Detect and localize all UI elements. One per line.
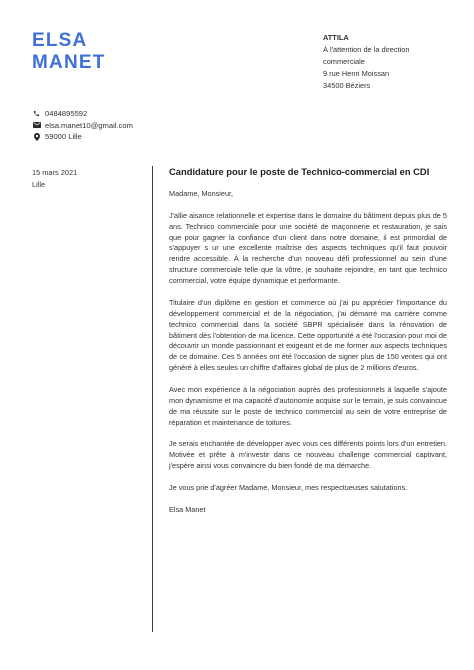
contact-email	[32, 120, 133, 132]
letter-paragraph: J'allie aisance relationnelle et expertise dans le domaine du bâtiment depuis plus de 5 ans. Technico commerciale pour une société de maçonnerie et restauration, je sais que pour gagner la confiance d'un client dans notre domaine, il est primordial de s'appuyer s ur une excellente maîtrise des aspects techniques qu'il faut pouvoir rendre accessible. À la recherche d'un nouveau défi professionnel au sein d'une structure commerciale telle que la vôtre, je souhaite rejoindre, en tant que technico commercial, votre équipe dynamique et performante.	[169, 210, 447, 286]
sender-last-name: MANET	[32, 52, 106, 73]
letter-signature: Elsa Manet	[169, 504, 206, 514]
letter-greeting: Madame, Monsieur,	[169, 189, 234, 198]
recipient-line: À l'attention de la direction	[323, 45, 410, 54]
sender-first-name: ELSA	[32, 30, 88, 51]
recipient-block	[323, 32, 463, 92]
recipient-line: 34500 Béziers	[323, 81, 371, 90]
recipient-line: commerciale	[323, 57, 365, 66]
letter-closing: Je vous prie d'agréer Madame, Monsieur, mes respectueuses salutations.	[169, 482, 408, 492]
location-pin-icon	[32, 132, 41, 141]
contact-phone	[32, 108, 133, 120]
sender-name	[32, 30, 106, 74]
contact-block	[32, 108, 133, 143]
recipient-line: 9 rue Henri Moissan	[323, 69, 390, 78]
recipient-company: ATTILA	[323, 33, 349, 42]
letter-body	[169, 166, 447, 526]
email-link[interactable]: elsa.manet10@gmail.com	[45, 120, 133, 130]
letter-date: 15 mars 2021	[32, 168, 78, 177]
phone-text: 0484895592	[45, 109, 88, 118]
letter-paragraph: Avec mon expérience à la négociation auprès des professionnels à laquelle s'ajoute mon dynamisme et ma capacité d'autonomie acquise sur le terrain, je suis convaincue de ma réussite sur le poste de technico commercial au sein de votre entreprise de réparation et maintenance de toitures.	[169, 384, 448, 427]
contact-address	[32, 131, 133, 143]
letter-subject: Candidature pour le poste de Technico-commercial en CDI	[169, 166, 430, 177]
letter-meta	[32, 167, 77, 191]
letter-paragraph: Je serais enchantée de développer avec vous ces différents points lors d'un entretien. Motivée et prête à m'investir dans ce nouveau challenge commercial captivant, j'espère ainsi vous convaincre du bien fondé de ma démarche.	[169, 439, 447, 471]
vertical-divider	[152, 166, 153, 632]
phone-icon	[32, 109, 41, 118]
envelope-icon	[32, 121, 41, 130]
address-text: 59000 Lille	[45, 132, 82, 142]
letter-paragraph: Titulaire d'un diplôme en gestion et commerce où j'ai pu apprécier l'importance du développement commercial et de la négociation, j'ai démarré ma carrière comme technico commercial dans la société SBPR spécialisée dans la rénovation de bâtiment dès l'obtention de ma licence. Cette opportunité a été l'occasion pour moi de découvrir un monde passionnant et exigeant et de me former aux aspects techniques de ce domaine. Ces 5 années ont été l'occasion de signer plus de 150 ventes qui ont généré à elles seules un chiffre d'affaires global de plus de 2 millions d'euros.	[169, 297, 447, 373]
letter-city: Lille	[32, 180, 46, 189]
